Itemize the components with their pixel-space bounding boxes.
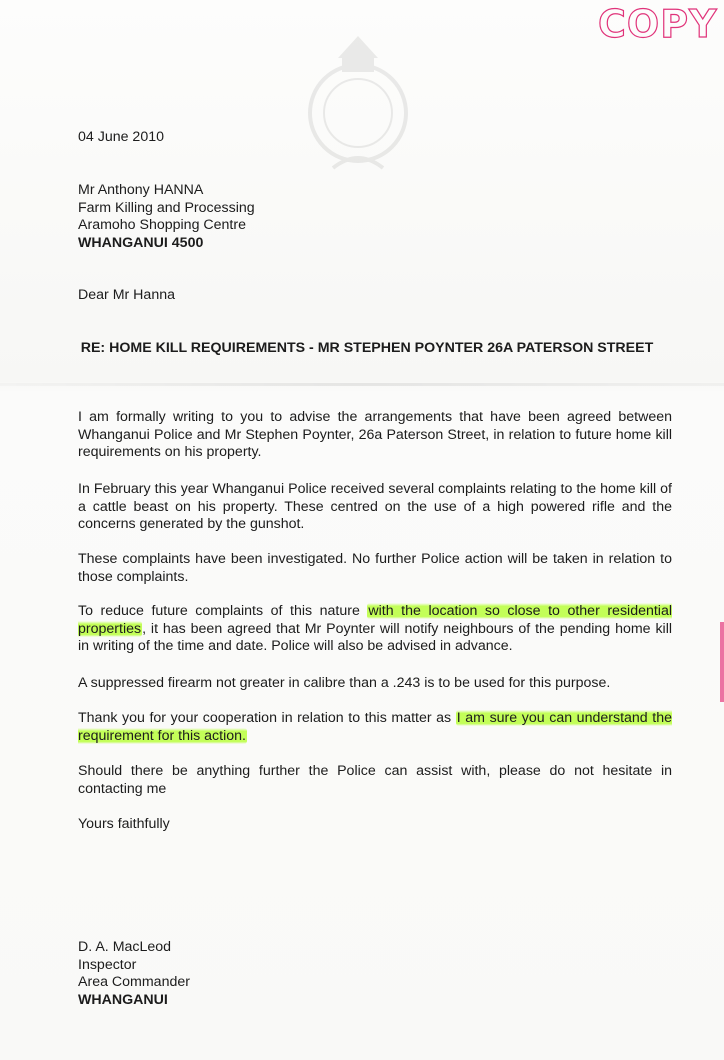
pink-edge-mark — [720, 622, 724, 702]
paragraph-arrangements: I am formally writing to you to advise the arrangements that have been agreed between Whanganui Police and Mr Stephen Poynter, 26a Paterson Street, in relation to future home kill requirements on his property. — [78, 409, 672, 461]
signature-block — [78, 939, 190, 1009]
salutation: Dear Mr Hanna — [78, 287, 175, 303]
closing: Yours faithfully — [78, 816, 170, 832]
recipient-address — [78, 182, 255, 252]
paragraph-thank-you — [78, 710, 672, 745]
paragraph-investigated: These complaints have been investigated. No further Police action will be taken in relation to those complaints. — [78, 551, 672, 585]
p6-text-start: Thank you for your cooperation in relation to this matter as — [78, 710, 456, 726]
signatory-location: WHANGANUI — [78, 991, 168, 1008]
faint-showthrough — [78, 256, 81, 268]
p4-text-start: To reduce future complaints of this nature — [78, 603, 368, 619]
paragraph-further-assist: Should there be anything further the Police can assist with, please do not hesitate in contacting me — [78, 763, 672, 797]
recipient-address-line: Aramoho Shopping Centre — [78, 217, 246, 233]
highlight-understand: I am sure you can understand the requirement for this action. — [78, 710, 672, 744]
p4-text-end: , it has been agreed that Mr Poynter will notify neighbours of the pending home kill in writing of the time and date. Police will also be advised in advance. — [78, 620, 672, 655]
recipient-company: Farm Killing and Processing — [78, 199, 255, 216]
paper-fold — [0, 383, 724, 386]
copy-stamp: COPY — [598, 2, 718, 46]
paragraph-complaints: In February this year Whanganui Police received several complaints relating to the home kill of a cattle beast on his property. These centred on the use of a high powered rifle and the concerns generated by the gunshot. — [78, 481, 672, 533]
subject-heading: RE: HOME KILL REQUIREMENTS - MR STEPHEN POYNTER 26A PATERSON STREET — [80, 340, 654, 356]
paragraph-firearm: A suppressed firearm not greater in calibre than a .243 is to be used for this purpose. — [78, 675, 611, 691]
recipient-city: WHANGANUI 4500 — [78, 234, 204, 251]
signatory-rank: Inspector — [78, 956, 137, 973]
recipient-name: Mr Anthony HANNA — [78, 182, 204, 198]
highlight-location: with the location so close to other residential properties — [78, 603, 673, 637]
letter-date: 04 June 2010 — [78, 129, 164, 145]
signatory-role: Area Commander — [78, 974, 190, 990]
signatory-name: D. A. MacLeod — [78, 939, 172, 955]
police-crest-watermark-icon — [298, 28, 418, 178]
paragraph-reduce-complaints — [78, 603, 672, 656]
